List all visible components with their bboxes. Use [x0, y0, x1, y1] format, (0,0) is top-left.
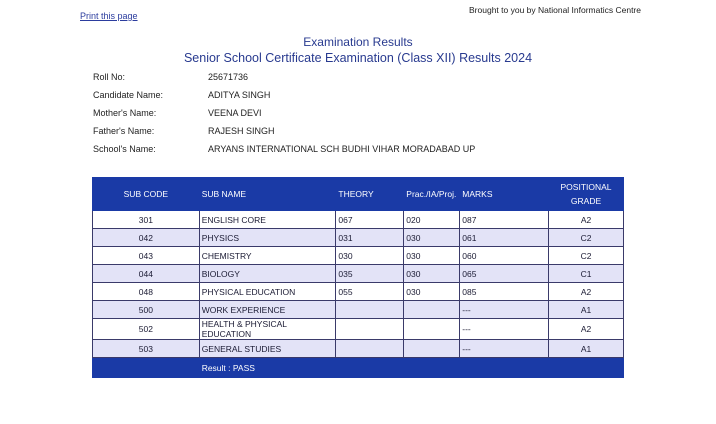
cell-code: 502	[93, 319, 200, 340]
cell-name: CHEMISTRY	[199, 247, 336, 265]
cell-name: WORK EXPERIENCE	[199, 301, 336, 319]
table-row	[93, 229, 624, 247]
header-grade-line1: POSITIONAL	[560, 182, 612, 192]
cell-grade: C1	[549, 265, 624, 283]
cell-prac	[404, 319, 460, 340]
cell-theory: 030	[336, 247, 404, 265]
cell-prac: 020	[404, 211, 460, 229]
credit-text: Brought to you by National Informatics Centre	[469, 5, 641, 15]
cell-name: GENERAL STUDIES	[199, 340, 336, 358]
cell-name: ENGLISH CORE	[199, 211, 336, 229]
result-spacer	[93, 358, 200, 378]
cell-grade: A2	[549, 283, 624, 301]
header-marks: MARKS	[460, 178, 549, 211]
cell-marks: ---	[460, 301, 549, 319]
mother-value: VEENA DEVI	[208, 108, 262, 118]
cell-theory: 035	[336, 265, 404, 283]
roll-value: 25671736	[208, 72, 249, 82]
header-sub-code: SUB CODE	[93, 178, 200, 211]
cell-code: 042	[93, 229, 200, 247]
cell-prac: 030	[404, 247, 460, 265]
cell-name: PHYSICAL EDUCATION	[199, 283, 336, 301]
name-label: Candidate Name:	[93, 90, 164, 100]
father-row	[93, 122, 475, 140]
table-row	[93, 301, 624, 319]
father-value: RAJESH SINGH	[208, 126, 275, 136]
table-row	[93, 265, 624, 283]
title-block	[0, 34, 716, 67]
cell-marks: 061	[460, 229, 549, 247]
header-grade	[549, 178, 624, 211]
name-row	[93, 86, 475, 104]
cell-theory	[336, 319, 404, 340]
table-row	[93, 319, 624, 340]
header-theory: THEORY	[336, 178, 404, 211]
cell-code: 503	[93, 340, 200, 358]
page-subtitle: Senior School Certificate Examination (Class XII) Results 2024	[183, 51, 533, 65]
print-page-link[interactable]: Print this page	[80, 11, 138, 21]
cell-name: BIOLOGY	[199, 265, 336, 283]
cell-prac: 030	[404, 283, 460, 301]
cell-marks: ---	[460, 340, 549, 358]
roll-row	[93, 68, 475, 86]
cell-prac: 030	[404, 265, 460, 283]
father-label: Father's Name:	[93, 126, 155, 136]
name-value: ADITYA SINGH	[208, 90, 271, 100]
cell-code: 043	[93, 247, 200, 265]
cell-prac	[404, 301, 460, 319]
header-grade-line2: GRADE	[570, 196, 602, 206]
cell-prac	[404, 340, 460, 358]
cell-grade: C2	[549, 247, 624, 265]
table-row	[93, 340, 624, 358]
table-row	[93, 247, 624, 265]
cell-theory: 055	[336, 283, 404, 301]
cell-theory: 031	[336, 229, 404, 247]
mother-row	[93, 104, 475, 122]
cell-name: PHYSICS	[199, 229, 336, 247]
cell-code: 500	[93, 301, 200, 319]
cell-grade: A1	[549, 340, 624, 358]
cell-grade: A2	[549, 319, 624, 340]
cell-marks: 087	[460, 211, 549, 229]
cell-marks: ---	[460, 319, 549, 340]
cell-marks: 065	[460, 265, 549, 283]
cell-grade: A1	[549, 301, 624, 319]
cell-code: 044	[93, 265, 200, 283]
cell-code: 301	[93, 211, 200, 229]
cell-marks: 085	[460, 283, 549, 301]
cell-theory: 067	[336, 211, 404, 229]
header-prac: Prac./IA/Proj.	[404, 178, 460, 211]
result-text: Result : PASS	[199, 358, 623, 378]
marks-table	[92, 177, 624, 378]
cell-name: HEALTH & PHYSICAL EDUCATION	[199, 319, 336, 340]
mother-label: Mother's Name:	[93, 108, 157, 118]
school-label: School's Name:	[93, 144, 156, 154]
candidate-info	[93, 68, 475, 158]
cell-theory	[336, 340, 404, 358]
school-value: ARYANS INTERNATIONAL SCH BUDHI VIHAR MORADABAD UP	[208, 144, 476, 154]
cell-grade: C2	[549, 229, 624, 247]
table-header-row	[93, 178, 624, 211]
cell-grade: A2	[549, 211, 624, 229]
cell-marks: 060	[460, 247, 549, 265]
roll-label: Roll No:	[93, 72, 126, 82]
cell-code: 048	[93, 283, 200, 301]
cell-prac: 030	[404, 229, 460, 247]
header-sub-name: SUB NAME	[199, 178, 336, 211]
school-row	[93, 140, 475, 158]
cell-theory	[336, 301, 404, 319]
table-row	[93, 283, 624, 301]
table-row	[93, 211, 624, 229]
result-row	[93, 358, 624, 378]
page-title: Examination Results	[303, 35, 413, 49]
